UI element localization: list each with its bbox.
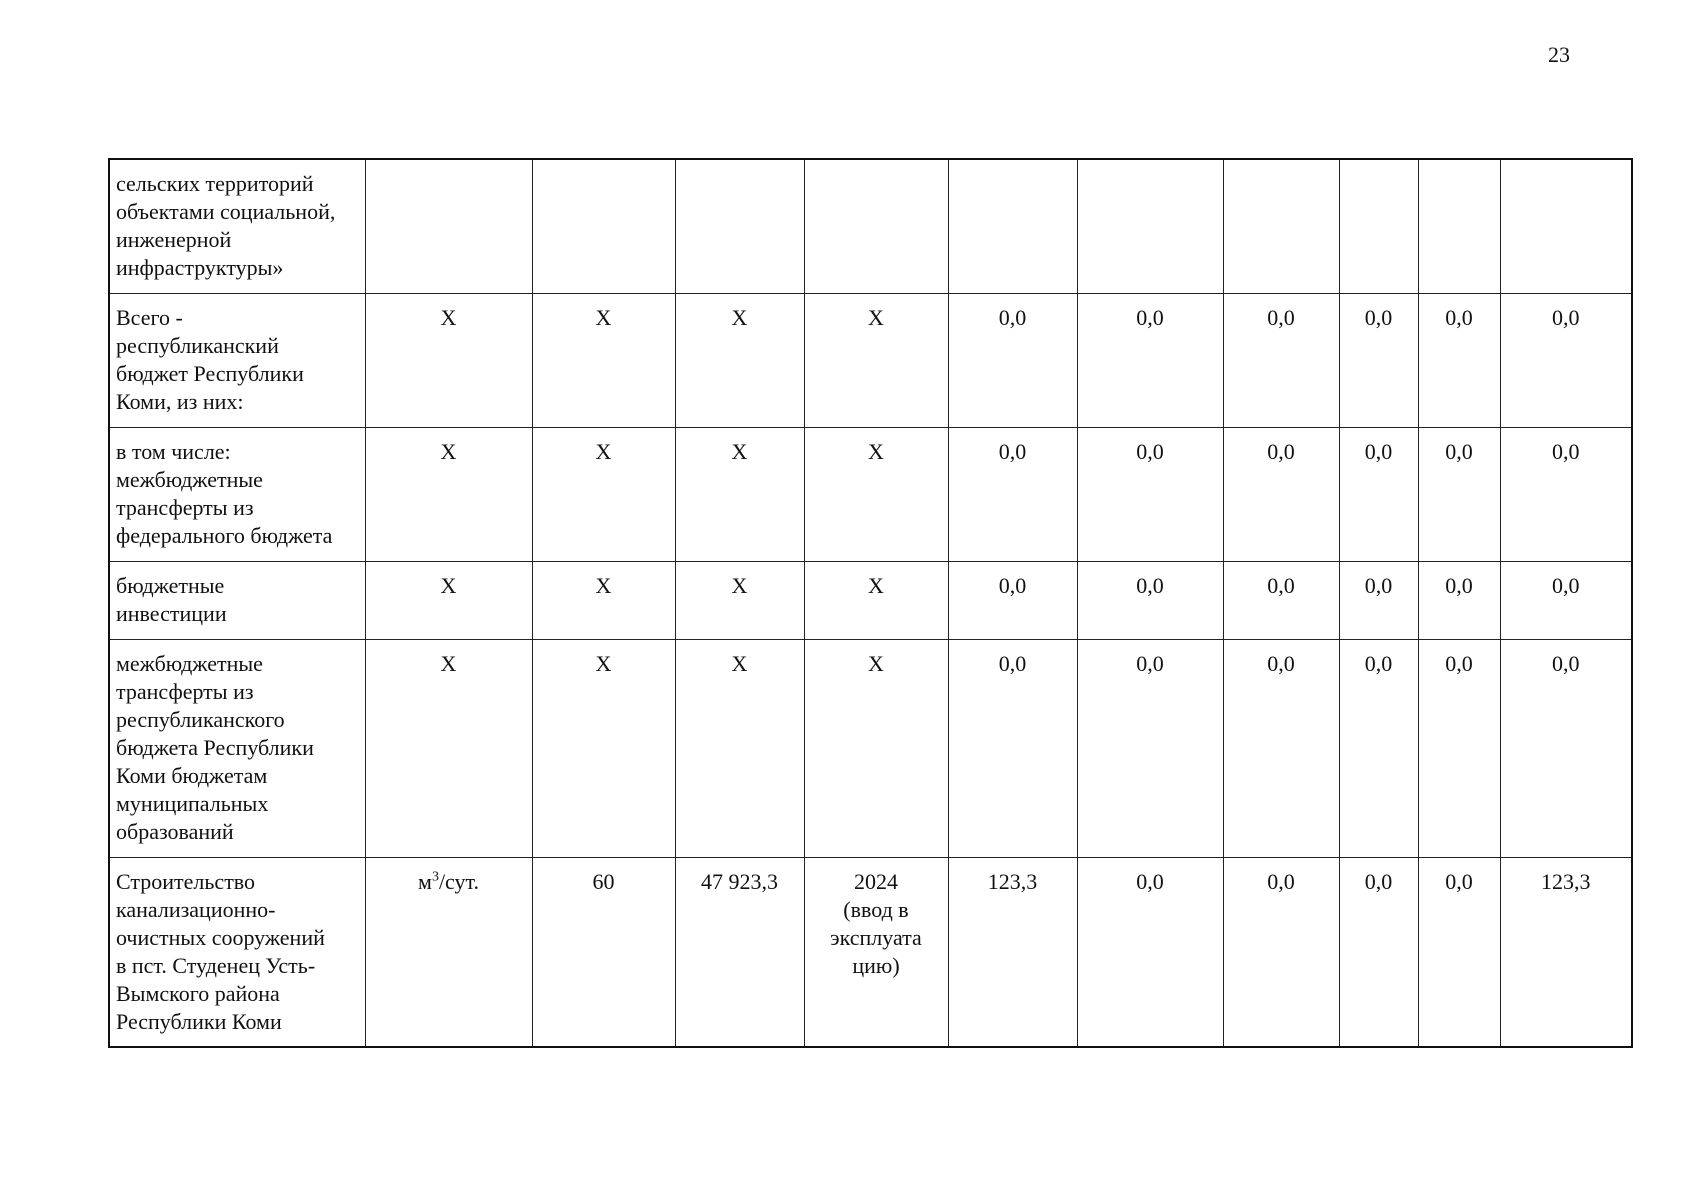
year-cell: 2024 (ввод в эксплуата цию) <box>804 857 948 1047</box>
value-cell: 0,0 <box>1418 639 1500 857</box>
year-cell: X <box>804 293 948 427</box>
value-cell: 0,0 <box>1500 639 1632 857</box>
value-cell: 0,0 <box>1223 639 1339 857</box>
row-description: в том числе: межбюджетные трансферты из федерального бюджета <box>109 427 365 561</box>
value-cell <box>1077 159 1223 293</box>
value-cell: 123,3 <box>1500 857 1632 1047</box>
value-cell: 0,0 <box>1418 561 1500 639</box>
estimate-cell: X <box>675 561 804 639</box>
table-row <box>109 857 1632 1047</box>
table-row <box>109 159 1632 293</box>
table-row <box>109 293 1632 427</box>
value-cell <box>1418 159 1500 293</box>
value-cell: 0,0 <box>1223 561 1339 639</box>
value-cell <box>948 159 1077 293</box>
row-description: межбюджетные трансферты из республиканского бюджета Республики Коми бюджетам муниципальных образований <box>109 639 365 857</box>
year-cell: X <box>804 561 948 639</box>
value-cell: 0,0 <box>1339 857 1418 1047</box>
value-cell: 0,0 <box>1339 293 1418 427</box>
value-cell: 0,0 <box>1339 561 1418 639</box>
estimate-cell: X <box>675 293 804 427</box>
row-description: сельских территорий объектами социальной, инженерной инфраструктуры» <box>109 159 365 293</box>
year-cell: X <box>804 427 948 561</box>
capacity-cell: X <box>532 427 675 561</box>
table-row <box>109 639 1632 857</box>
unit-cell <box>365 159 532 293</box>
unit-cell: X <box>365 293 532 427</box>
value-cell: 0,0 <box>1339 639 1418 857</box>
value-cell: 0,0 <box>1223 427 1339 561</box>
capacity-cell: X <box>532 561 675 639</box>
capacity-cell: X <box>532 293 675 427</box>
value-cell: 0,0 <box>1077 857 1223 1047</box>
unit-cell: $м^3$/сут. <box>365 857 532 1047</box>
value-cell: 0,0 <box>1077 639 1223 857</box>
estimate-cell: X <box>675 639 804 857</box>
value-cell: 0,0 <box>1077 561 1223 639</box>
value-cell: 0,0 <box>1500 293 1632 427</box>
year-cell <box>804 159 948 293</box>
value-cell: 0,0 <box>1500 427 1632 561</box>
table-row <box>109 561 1632 639</box>
value-cell: 0,0 <box>1418 427 1500 561</box>
row-description: бюджетные инвестиции <box>109 561 365 639</box>
value-cell: 123,3 <box>948 857 1077 1047</box>
value-cell: 0,0 <box>1500 561 1632 639</box>
unit-cell: X <box>365 561 532 639</box>
value-cell: 0,0 <box>1223 293 1339 427</box>
unit-cell: X <box>365 639 532 857</box>
value-cell: 0,0 <box>1223 857 1339 1047</box>
value-cell: 0,0 <box>948 293 1077 427</box>
table-row <box>109 427 1632 561</box>
value-cell: 0,0 <box>948 639 1077 857</box>
value-cell <box>1500 159 1632 293</box>
value-cell: 0,0 <box>1418 293 1500 427</box>
value-cell: 0,0 <box>1339 427 1418 561</box>
page-number: 23 <box>1548 42 1570 67</box>
capacity-cell <box>532 159 675 293</box>
capacity-cell: 60 <box>532 857 675 1047</box>
value-cell: 0,0 <box>1077 427 1223 561</box>
value-cell: 0,0 <box>1077 293 1223 427</box>
capacity-cell: X <box>532 639 675 857</box>
row-description: Всего - республиканский бюджет Республики Коми, из них: <box>109 293 365 427</box>
value-cell: 0,0 <box>948 427 1077 561</box>
estimate-cell <box>675 159 804 293</box>
estimate-cell: X <box>675 427 804 561</box>
unit-cell: X <box>365 427 532 561</box>
value-cell: 0,0 <box>1418 857 1500 1047</box>
row-description: Строительство канализационно- очистных сооружений в пст. Студенец Усть- Вымского района Республики Коми <box>109 857 365 1047</box>
year-cell: X <box>804 639 948 857</box>
value-cell <box>1223 159 1339 293</box>
estimate-cell: 47 923,3 <box>675 857 804 1047</box>
value-cell <box>1339 159 1418 293</box>
budget-table <box>108 158 1633 1048</box>
value-cell: 0,0 <box>948 561 1077 639</box>
